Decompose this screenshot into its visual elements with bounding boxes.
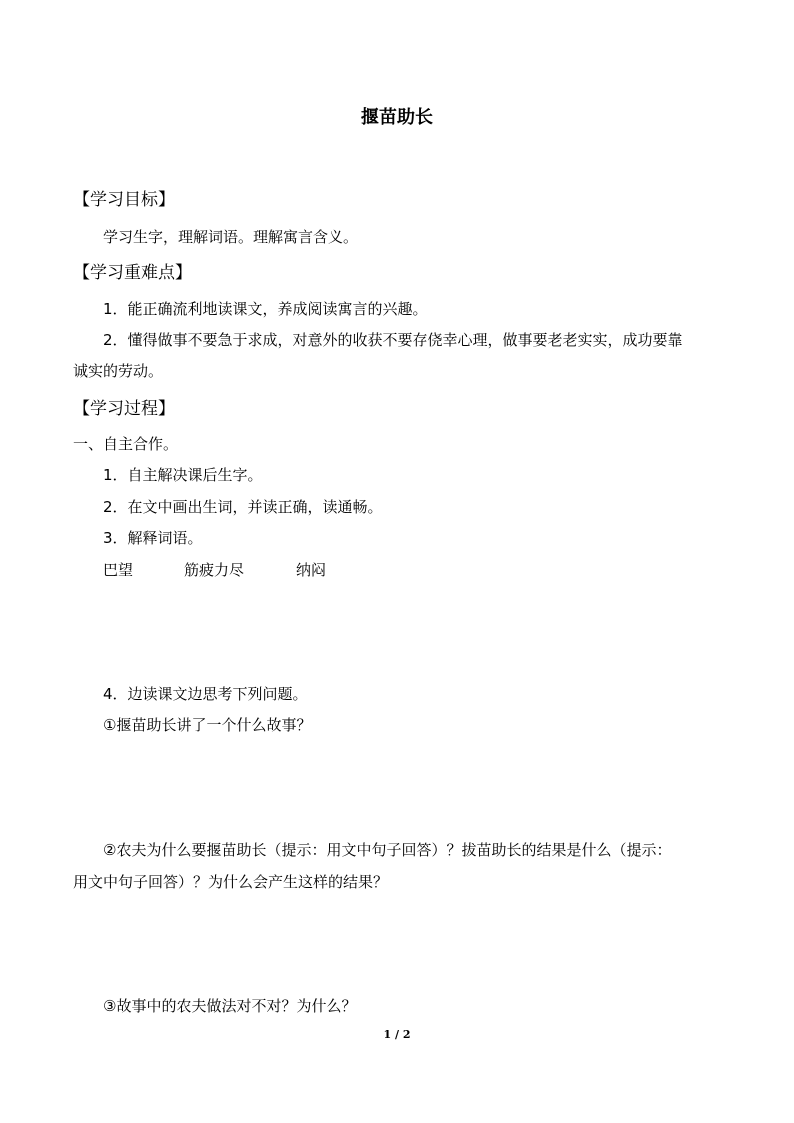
step-item: 4．边读课文边思考下列问题。 bbox=[103, 685, 308, 703]
vocab-word: 筋疲力尽 bbox=[184, 561, 245, 579]
process-heading: 【学习过程】 bbox=[73, 399, 175, 419]
vocab-word: 巴望 bbox=[103, 561, 134, 579]
step-item: 1．自主解决课后生字。 bbox=[103, 466, 263, 484]
question-item: ③故事中的农夫做法对不对？为什么？ bbox=[103, 997, 357, 1015]
question-item-continued: 用文中句子回答）？为什么会产生这样的结果？ bbox=[73, 873, 389, 891]
question-item: ①揠苗助长讲了一个什么故事？ bbox=[103, 716, 312, 734]
goal-heading: 【学习目标】 bbox=[73, 190, 175, 210]
vocab-word: 纳闷 bbox=[296, 561, 327, 579]
step-item: 3．解释词语。 bbox=[103, 529, 203, 547]
question-item: ②农夫为什么要揠苗助长（提示：用文中句子回答）？拔苗助长的结果是什么（提示： bbox=[103, 841, 672, 859]
key-point-item: 1．能正确流利地读课文，养成阅读寓言的兴趣。 bbox=[103, 300, 428, 318]
part-heading: 一、自主合作。 bbox=[73, 435, 179, 453]
page-number: 1 / 2 bbox=[383, 1028, 411, 1041]
goal-text: 学习生字，理解词语。理解寓言含义。 bbox=[103, 228, 359, 246]
key-point-item-continued: 诚实的劳动。 bbox=[73, 362, 164, 380]
page-title: 揠苗助长 bbox=[361, 107, 433, 128]
key-point-item: 2．懂得做事不要急于求成，对意外的收获不要存侥幸心理，做事要老老实实，成功要靠 bbox=[103, 331, 683, 349]
key-points-heading: 【学习重难点】 bbox=[73, 263, 192, 283]
step-item: 2．在文中画出生词，并读正确，读通畅。 bbox=[103, 498, 383, 516]
